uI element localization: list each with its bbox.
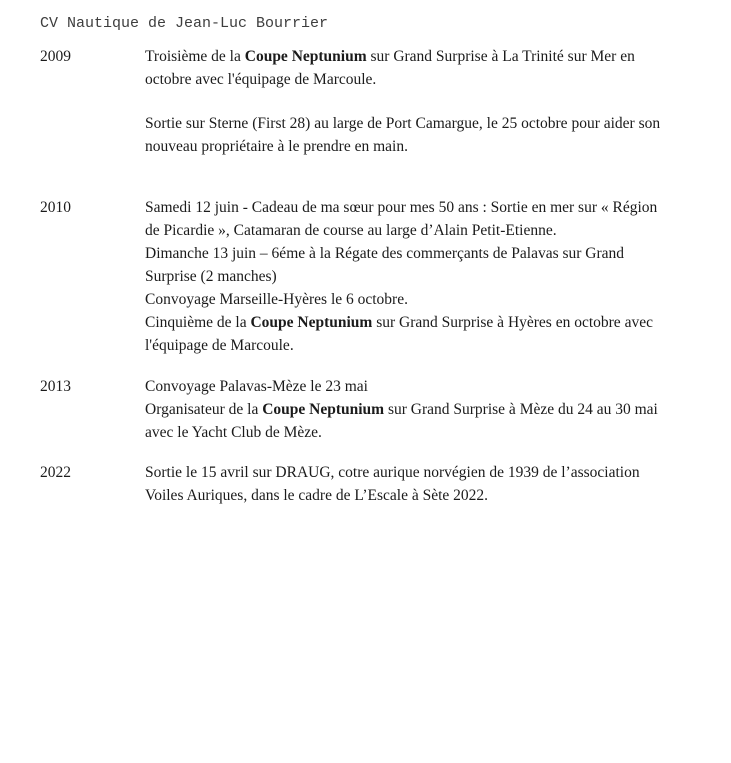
entry-paragraph — [145, 196, 723, 242]
entry-year: 2009 — [40, 48, 71, 65]
text-line — [145, 461, 723, 484]
timeline-entry — [40, 375, 731, 444]
text-line — [145, 242, 723, 265]
entry-text-column — [145, 45, 723, 158]
text-segment: sur Grand Surprise à La Trinité sur Mer en — [366, 48, 635, 65]
text-line — [145, 334, 723, 357]
text-line — [145, 484, 723, 507]
entry-year: 2010 — [40, 199, 71, 216]
entry-text-column — [145, 375, 723, 444]
text-line — [145, 421, 723, 444]
bold-text-segment: Coupe Neptunium — [262, 401, 385, 418]
bold-text-segment: Coupe Neptunium — [250, 314, 373, 331]
text-line — [145, 265, 723, 288]
text-segment: l'équipage de Marcoule. — [145, 337, 294, 354]
text-segment: Dimanche 13 juin – 6éme à la Régate des commerçants de Palavas sur Grand — [145, 245, 625, 262]
entry-year: 2022 — [40, 464, 71, 481]
entry-text-column — [145, 196, 723, 357]
text-segment: octobre avec l'équipage de Marcoule. — [145, 71, 377, 88]
bold-text-segment: Coupe Neptunium — [244, 48, 367, 65]
text-segment: Sortie le 15 avril sur DRAUG, cotre aurique norvégien de 1939 de l’association — [145, 464, 640, 481]
entry-paragraph — [145, 398, 723, 444]
text-segment: Voiles Auriques, dans le cadre de L’Escale à Sète 2022. — [145, 487, 489, 504]
text-line — [145, 68, 723, 91]
entry-paragraph — [145, 112, 723, 158]
timeline-entry — [40, 461, 731, 507]
text-segment: nouveau propriétaire à le prendre en main. — [145, 138, 408, 155]
document-title: CV Nautique de Jean-Luc Bourrier — [40, 15, 329, 32]
entry-paragraph — [145, 311, 723, 357]
text-segment: Convoyage Palavas-Mèze le 23 mai — [145, 378, 368, 395]
timeline-entry — [40, 45, 731, 158]
text-segment: Sortie sur Sterne (First 28) au large de Port Camargue, le 25 octobre pour aider son — [145, 115, 661, 132]
text-line — [145, 398, 723, 421]
text-segment: avec le Yacht Club de Mèze. — [145, 424, 322, 441]
text-line — [145, 135, 723, 158]
text-line — [145, 196, 723, 219]
entry-text-column — [145, 461, 723, 507]
entry-paragraph — [145, 242, 723, 288]
text-segment: Troisième de la — [145, 48, 245, 65]
text-segment: sur Grand Surprise à Mèze du 24 au 30 mai — [384, 401, 658, 418]
entry-paragraph — [145, 45, 723, 91]
entry-paragraph — [145, 375, 723, 398]
text-segment: Organisateur de la — [145, 401, 263, 418]
text-segment: Surprise (2 manches) — [145, 268, 277, 285]
entry-paragraph — [145, 461, 723, 507]
text-segment: de Picardie », Catamaran de course au large d’Alain Petit-Etienne. — [145, 222, 557, 239]
entry-year: 2013 — [40, 378, 71, 395]
text-segment: Samedi 12 juin - Cadeau de ma sœur pour mes 50 ans : Sortie en mer sur « Région — [145, 199, 658, 216]
text-segment: sur Grand Surprise à Hyères en octobre avec — [372, 314, 653, 331]
text-line — [145, 311, 723, 334]
timeline-entries — [40, 45, 731, 507]
text-segment: Convoyage Marseille-Hyères le 6 octobre. — [145, 291, 408, 308]
text-segment: Cinquième de la — [145, 314, 251, 331]
text-line — [145, 288, 723, 311]
timeline-entry — [40, 196, 731, 357]
text-line — [145, 219, 723, 242]
text-line — [145, 45, 723, 68]
text-line — [145, 375, 723, 398]
text-line — [145, 112, 723, 135]
entry-paragraph — [145, 288, 723, 311]
